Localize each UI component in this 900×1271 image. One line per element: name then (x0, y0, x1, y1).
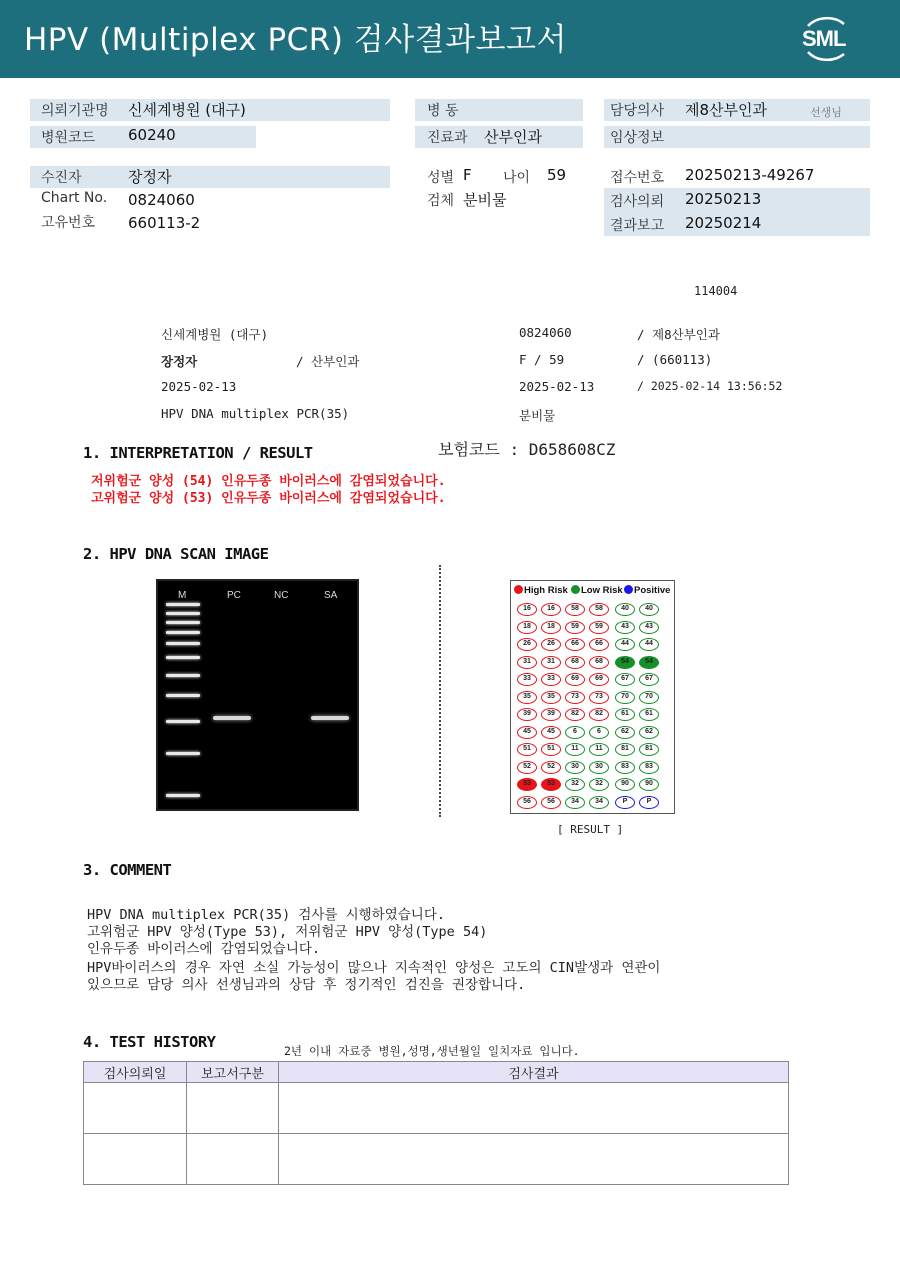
report-unique: / (660113) (637, 352, 713, 367)
patient-value: 장정자 (128, 168, 172, 186)
history-header-row (84, 1062, 789, 1083)
chip-cell-26: 26 (541, 638, 561, 651)
chip-cell-6: 6 (589, 726, 609, 739)
report-sex-age: F / 59 (519, 352, 565, 367)
ladder-band (166, 603, 200, 606)
chip-cell-66: 66 (589, 638, 609, 651)
ladder-band (166, 752, 200, 755)
chip-cell-39: 39 (517, 708, 537, 721)
report-datetime: / 2025-02-14 13:56:52 (637, 379, 783, 393)
chip-cell-40: 40 (639, 603, 659, 616)
sml-logo (798, 12, 854, 64)
chip-cell-33: 33 (541, 673, 561, 686)
chip-cell-51: 51 (541, 743, 561, 756)
chip-cell-40: 40 (615, 603, 635, 616)
chip-cell-35: 35 (517, 691, 537, 704)
chip-cell-81: 81 (639, 743, 659, 756)
chip-cell-P: P (639, 796, 659, 809)
legend-high-risk: High Risk (514, 585, 568, 596)
chip-cell-43: 43 (615, 621, 635, 634)
report-header (0, 0, 900, 78)
chip-cell-90: 90 (639, 778, 659, 791)
chip-cell-31: 31 (517, 656, 537, 669)
chip-cell-68: 68 (589, 656, 609, 669)
chip-cell-81: 81 (615, 743, 635, 756)
dept-value: 산부인과 (484, 128, 542, 146)
chip-cell-11: 11 (589, 743, 609, 756)
chip-cell-6: 6 (565, 726, 585, 739)
chip-cell-53: 53 (541, 778, 561, 791)
chip-cell-58: 58 (565, 603, 585, 616)
chip-cell-18: 18 (517, 621, 537, 634)
chip-cell-18: 18 (541, 621, 561, 634)
section-history-title: 4. TEST HISTORY (83, 1033, 216, 1051)
history-col-request-date: 검사의뢰일 (84, 1062, 187, 1083)
doctor-label: 담당의사 (610, 103, 665, 119)
specimen-label: 검체 (427, 193, 455, 209)
dept-label: 진료과 (427, 130, 468, 146)
result-line-high-risk: 고위험군 양성 (53) 인유두종 바이러스에 감염되었습니다. (91, 491, 446, 506)
chip-cell-33: 33 (517, 673, 537, 686)
patient-label: 수진자 (41, 170, 82, 186)
blue-dot-icon (624, 585, 633, 594)
chip-cell-26: 26 (517, 638, 537, 651)
chip-cell-45: 45 (541, 726, 561, 739)
chip-cell-67: 67 (615, 673, 635, 686)
clinical-label: 임상정보 (610, 130, 665, 146)
chip-cell-70: 70 (615, 691, 635, 704)
report-test-name: HPV DNA multiplex PCR(35) (161, 406, 350, 421)
history-table (83, 1061, 789, 1185)
chip-cell-43: 43 (639, 621, 659, 634)
chip-cell-34: 34 (589, 796, 609, 809)
result-value: 20250214 (685, 214, 762, 232)
dotted-divider (439, 565, 441, 817)
specimen-value: 분비물 (463, 191, 507, 209)
chip-cell-59: 59 (589, 621, 609, 634)
history-cell (187, 1134, 279, 1185)
hospital-label: 의뢰기관명 (41, 103, 109, 119)
history-cell (279, 1083, 789, 1134)
chip-cell-16: 16 (517, 603, 537, 616)
unique-label: 고유번호 (41, 215, 96, 231)
legend-positive: Positive (624, 585, 670, 596)
table-row (84, 1083, 789, 1134)
history-col-report-type: 보고서구분 (187, 1062, 279, 1083)
chip-cell-90: 90 (615, 778, 635, 791)
chip-cell-11: 11 (565, 743, 585, 756)
report-doctor: / 제8산부인과 (637, 327, 720, 342)
chip-cell-59: 59 (565, 621, 585, 634)
chip-cell-70: 70 (639, 691, 659, 704)
chip-cell-56: 56 (541, 796, 561, 809)
report-chart: 0824060 (519, 325, 572, 340)
report-dept: / 산부인과 (296, 354, 360, 369)
report-hospital: 신세계병원 (대구) (161, 327, 269, 342)
history-cell (187, 1083, 279, 1134)
chip-cell-30: 30 (565, 761, 585, 774)
chip-cell-73: 73 (589, 691, 609, 704)
hospital-value: 신세계병원 (대구) (128, 101, 246, 119)
report-date-1: 2025-02-13 (161, 379, 237, 394)
lane-label-sa: SA (324, 590, 338, 601)
request-label: 검사의뢰 (610, 194, 665, 210)
chip-cell-82: 82 (589, 708, 609, 721)
pc-band (213, 716, 251, 720)
chip-cell-69: 69 (589, 673, 609, 686)
chip-cell-53: 53 (517, 778, 537, 791)
chip-cell-61: 61 (615, 708, 635, 721)
ward-label: 병 동 (427, 103, 459, 119)
chip-cell-83: 83 (639, 761, 659, 774)
comment-line-1: HPV DNA multiplex PCR(35) 검사를 시행하였습니다. (87, 907, 445, 923)
sa-band (311, 716, 349, 720)
history-note: 2년 이내 자료중 병원,성명,생년월일 일치자료 입니다. (284, 1044, 580, 1058)
hospital-code-value: 60240 (128, 126, 176, 144)
chip-cell-32: 32 (589, 778, 609, 791)
chart-value: 0824060 (128, 191, 195, 209)
report-specimen: 분비물 (519, 408, 556, 423)
lane-label-pc: PC (227, 590, 241, 601)
unique-value: 660113-2 (128, 214, 201, 232)
chip-cell-58: 58 (589, 603, 609, 616)
ladder-band (166, 656, 200, 659)
sex-label: 성별 (427, 170, 455, 186)
chip-cell-62: 62 (615, 726, 635, 739)
history-cell (84, 1134, 187, 1185)
chip-cell-30: 30 (589, 761, 609, 774)
receipt-label: 접수번호 (610, 170, 665, 186)
chip-cell-68: 68 (565, 656, 585, 669)
ladder-band (166, 720, 200, 723)
comment-line-4: HPV바이러스의 경우 자연 소실 가능성이 많으나 지속적인 양성은 고도의 CIN발생과 연관이 (87, 960, 661, 976)
chip-cell-56: 56 (517, 796, 537, 809)
gel-electrophoresis-image (156, 579, 359, 811)
chip-cell-54: 54 (639, 656, 659, 669)
hospital-code-label: 병원코드 (41, 130, 96, 146)
history-cell (279, 1134, 789, 1185)
report-code: 114004 (694, 284, 738, 298)
green-dot-icon (571, 585, 580, 594)
chip-cell-69: 69 (565, 673, 585, 686)
report-date-2: 2025-02-13 (519, 379, 595, 394)
hpv-chip-result (510, 580, 675, 814)
chip-cell-44: 44 (615, 638, 635, 651)
info-band-patient (30, 166, 390, 188)
sex-value: F (463, 166, 472, 184)
comment-line-3: 인유두종 바이러스에 감염되었습니다. (87, 941, 321, 957)
ladder-band (166, 674, 200, 677)
chip-cell-73: 73 (565, 691, 585, 704)
result-label: 결과보고 (610, 218, 665, 234)
receipt-value: 20250213-49267 (685, 166, 815, 184)
chip-cell-44: 44 (639, 638, 659, 651)
chip-caption: [ RESULT ] (557, 823, 624, 836)
doctor-value: 제8산부인과 (685, 101, 767, 119)
ladder-band (166, 612, 200, 615)
age-value: 59 (547, 166, 567, 184)
ladder-band (166, 621, 200, 624)
age-label: 나이 (503, 170, 531, 186)
chip-cell-82: 82 (565, 708, 585, 721)
doctor-suffix: 선생님 (810, 106, 842, 119)
chip-cell-52: 52 (517, 761, 537, 774)
report-title: HPV (Multiplex PCR) 검사결과보고서 (24, 22, 567, 58)
section-interpretation-title: 1. INTERPRETATION / RESULT (83, 444, 313, 462)
comment-line-5: 있으므로 담당 의사 선생님과의 상담 후 정기적인 검진을 권장합니다. (87, 977, 526, 993)
chip-cell-67: 67 (639, 673, 659, 686)
chip-cell-35: 35 (541, 691, 561, 704)
chip-cell-39: 39 (541, 708, 561, 721)
chip-cell-16: 16 (541, 603, 561, 616)
table-row (84, 1134, 789, 1185)
legend-low-risk: Low Risk (571, 585, 623, 596)
section-scan-title: 2. HPV DNA SCAN IMAGE (83, 545, 269, 563)
chip-cell-54: 54 (615, 656, 635, 669)
section-comment-title: 3. COMMENT (83, 861, 172, 879)
chip-cell-34: 34 (565, 796, 585, 809)
chip-cell-32: 32 (565, 778, 585, 791)
comment-line-2: 고위험군 HPV 양성(Type 53), 저위험군 HPV 양성(Type 54) (87, 924, 488, 940)
result-line-low-risk: 저위험군 양성 (54) 인유두종 바이러스에 감염되었습니다. (91, 474, 446, 489)
chart-label: Chart No. (41, 190, 108, 206)
chip-cell-31: 31 (541, 656, 561, 669)
lane-label-nc: NC (274, 590, 289, 601)
request-value: 20250213 (685, 190, 762, 208)
ladder-band (166, 631, 200, 634)
ladder-band (166, 642, 200, 645)
history-col-result: 검사결과 (279, 1062, 789, 1083)
logo-text: SML (802, 26, 846, 51)
chip-cell-45: 45 (517, 726, 537, 739)
chip-cell-83: 83 (615, 761, 635, 774)
chip-cell-51: 51 (517, 743, 537, 756)
insurance-code: 보험코드 : D658608CZ (438, 440, 616, 459)
chip-cell-52: 52 (541, 761, 561, 774)
lane-label-m: M (178, 590, 187, 601)
chip-cell-61: 61 (639, 708, 659, 721)
red-dot-icon (514, 585, 523, 594)
ladder-band (166, 794, 200, 797)
chip-cell-62: 62 (639, 726, 659, 739)
chip-cell-P: P (615, 796, 635, 809)
ladder-band (166, 694, 200, 697)
chip-cell-66: 66 (565, 638, 585, 651)
report-patient: 장정자 (161, 354, 198, 369)
history-cell (84, 1083, 187, 1134)
